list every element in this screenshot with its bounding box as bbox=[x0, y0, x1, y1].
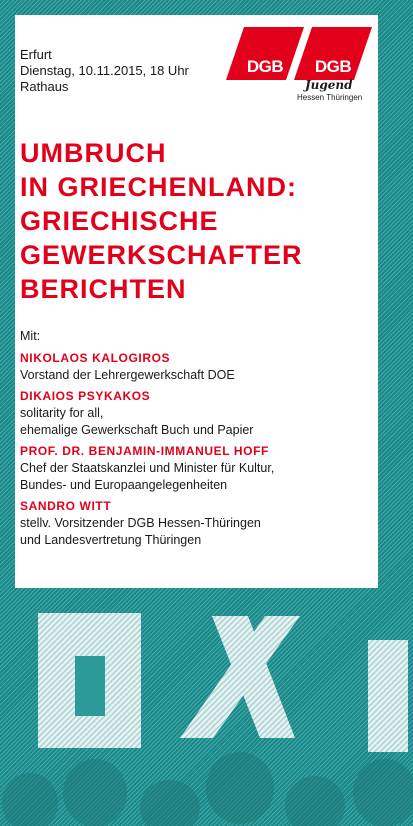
dgb-jugend-logo-text: DGB bbox=[314, 57, 352, 76]
speaker-name: NIKOLAOS KALOGIROS bbox=[20, 351, 171, 365]
headline-line: GEWERKSCHAFTER bbox=[20, 240, 303, 270]
speaker-role: Bundes- und Europaangelegenheiten bbox=[20, 478, 228, 492]
speaker-role: und Landesvertretung Thüringen bbox=[20, 533, 202, 547]
region-label: Hessen Thüringen bbox=[297, 93, 363, 102]
event-venue: Rathaus bbox=[20, 79, 69, 94]
speaker-entry bbox=[20, 350, 274, 384]
dgb-logo bbox=[226, 27, 304, 80]
headline-line: BERICHTEN bbox=[20, 274, 187, 304]
letter-i-shape bbox=[368, 640, 408, 752]
speaker-role: Vorstand der Lehrergewerkschaft DOE bbox=[20, 368, 235, 382]
headline-line: GRIECHISCHE bbox=[20, 206, 219, 236]
event-info bbox=[20, 47, 189, 95]
dgb-logo-text: DGB bbox=[246, 57, 284, 76]
headline bbox=[20, 136, 303, 306]
speaker-name: DIKAIOS PSYKAKOS bbox=[20, 389, 151, 403]
speaker-entry bbox=[20, 443, 274, 494]
letter-o-shape bbox=[38, 613, 141, 748]
speaker-name: PROF. DR. BENJAMIN-IMMANUEL HOFF bbox=[20, 444, 269, 458]
speaker-role: ehemalige Gewerkschaft Buch und Papier bbox=[20, 423, 254, 437]
speaker-list bbox=[20, 328, 274, 553]
speaker-entry bbox=[20, 388, 274, 439]
oxi-banner-photo bbox=[0, 588, 413, 826]
dgb-jugend-logo bbox=[294, 27, 372, 80]
jugend-wordmark: Jugend bbox=[305, 78, 353, 92]
event-city: Erfurt bbox=[20, 47, 52, 62]
crowd-silhouette bbox=[2, 752, 413, 826]
speaker-entry bbox=[20, 498, 274, 549]
banner-text: OXI bbox=[206, 824, 208, 825]
speaker-name: SANDRO WITT bbox=[20, 499, 112, 513]
letter-x-shape bbox=[180, 616, 300, 738]
speaker-role: stellv. Vorsitzender DGB Hessen-Thüringen bbox=[20, 516, 261, 530]
speaker-role: solitarity for all, bbox=[20, 406, 104, 420]
headline-line: IN GRIECHENLAND: bbox=[20, 172, 297, 202]
headline-line: UMBRUCH bbox=[20, 138, 167, 168]
speaker-role: Chef der Staatskanzlei und Minister für Kultur, bbox=[20, 461, 275, 475]
event-datetime: Dienstag, 10.11.2015, 18 Uhr bbox=[20, 63, 189, 78]
speakers-intro: Mit: bbox=[20, 329, 41, 343]
